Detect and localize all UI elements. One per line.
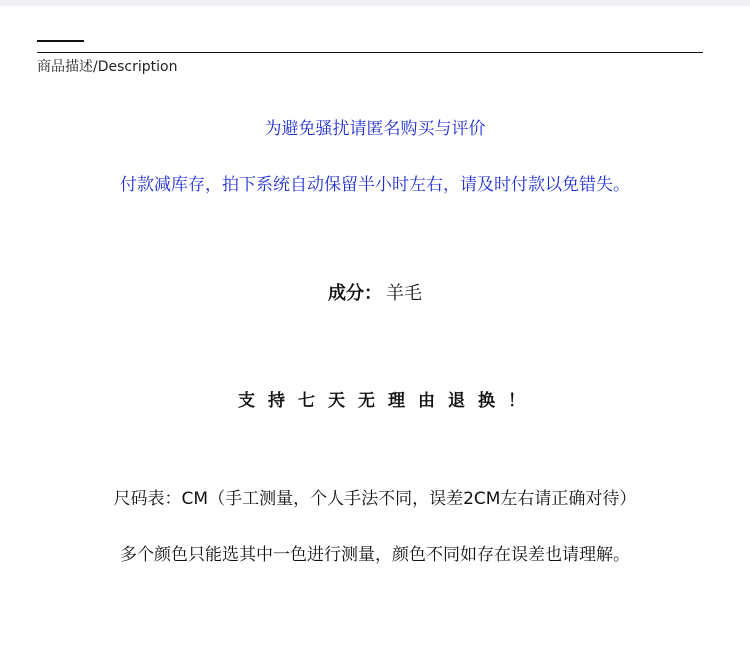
top-strip — [0, 0, 750, 6]
section-title: 商品描述/Description — [37, 59, 178, 75]
material-value: 羊毛 — [386, 283, 422, 304]
color-measurement-note: 多个颜色只能选其中一色进行测量，颜色不同如存在误差也请理解。 — [120, 545, 630, 565]
payment-stock-notice: 付款减库存，拍下系统自动保留半小时左右，请及时付款以免错失。 — [120, 175, 630, 195]
returns-policy: 支持七天无理由退换！ — [238, 391, 538, 411]
anonymous-purchase-notice: 为避免骚扰请匿名购买与评价 — [264, 119, 486, 139]
header-divider — [37, 52, 703, 53]
material-label: 成分： — [328, 283, 382, 304]
header-accent-bar — [37, 40, 84, 42]
material-line — [0, 281, 750, 307]
size-chart-note: 尺码表：CM（手工测量，个人手法不同，误差2CM左右请正确对待） — [113, 489, 637, 509]
